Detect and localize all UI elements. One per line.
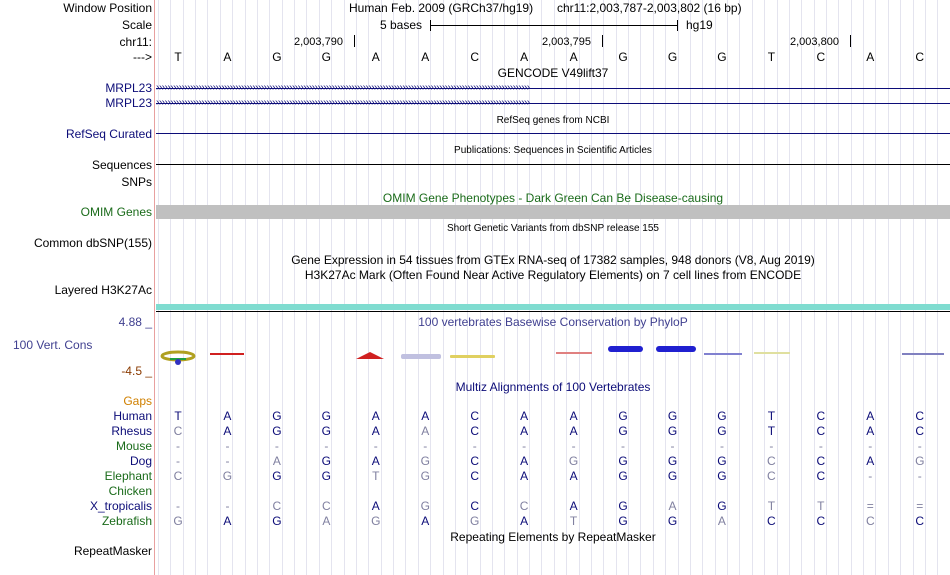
alignment-base: A [717,514,726,528]
conservation-track-title: 100 vertebrates Basewise Conservation by PhyloP [418,315,688,329]
alignment-base: - [274,439,279,453]
refseq-track-title: RefSeq genes from NCBI [496,115,610,126]
alignment-base: C [173,469,183,483]
reference-base: A [371,50,380,64]
alignment-base: C [470,499,480,513]
alignment-base: - [522,439,527,453]
scale-bar-text: 5 bases [380,18,423,32]
alignment-base: A [223,424,232,438]
alignment-base: G [618,409,628,423]
alignment-base: = [866,499,874,513]
alignment-base: G [717,409,727,423]
alignment-base: - [868,439,873,453]
alignment-base: G [618,454,628,468]
alignment-base: A [569,469,578,483]
publications-track-title: Publications: Sequences in Scientific Articles [454,145,652,156]
alignment-base: G [667,424,678,438]
conservation-max-label: 4.88 _ [118,315,152,329]
alignment-base: G [321,454,332,468]
alignment-base: G [173,514,183,528]
conservation-logo[interactable] [156,340,950,370]
alignment-base: G [470,514,480,528]
snps-label[interactable]: SNPs [121,175,152,189]
logo-glyph-11 [902,353,944,355]
conservation-label[interactable]: 100 Vert. Cons [13,338,93,352]
alignment-base: C [915,424,925,438]
alignment-base: A [520,409,529,423]
alignment-base: - [373,439,378,453]
alignment-base: G [272,424,282,438]
alignment-base: G [272,409,282,423]
conservation-min-label: -4.5 _ [121,364,152,378]
alignment-base: - [225,454,230,468]
omim-genes-label[interactable]: OMIM Genes [80,205,152,219]
alignment-base: G [618,469,628,483]
chromosome-label: chr11: [119,35,152,49]
reference-base: G [717,50,727,64]
omim-track-title: OMIM Gene Phenotypes - Dark Green Can Be Disease-causing [382,191,724,205]
reference-base: G [272,50,282,64]
alignment-base: G [272,469,282,483]
strand-label: ---> [133,50,152,64]
scale-label: Scale [121,18,152,32]
logo-glyph-8 [656,346,696,352]
omim-gene-bar[interactable] [156,205,950,219]
alignment-base: A [223,409,232,423]
species-label-elephant[interactable]: Elephant [104,469,152,483]
alignment-base: - [176,454,180,468]
alignment-base: A [668,499,677,513]
alignment-base: A [569,409,578,423]
alignment-base: A [371,499,380,513]
ruler-tick [602,35,603,47]
alignment-base: G [667,469,678,483]
ruler-tick [850,35,851,47]
reference-base: T [767,50,776,64]
alignment-base: C [767,454,776,468]
alignment-base: G [717,424,727,438]
ruler-tick [354,35,355,47]
alignment-base: G [667,514,678,528]
publications-line[interactable] [156,164,950,165]
reference-base: G [667,50,678,64]
reference-base: A [520,50,529,64]
alignment-base: - [621,439,626,453]
sequences-label[interactable]: Sequences [91,158,152,172]
alignment-base: - [868,469,873,483]
alignment-base: A [223,514,232,528]
alignment-base: C [470,409,480,423]
reference-base: C [470,50,480,64]
alignment-base: T [767,424,776,438]
alignment-base: G [915,454,925,468]
alignment-base: G [717,499,727,513]
alignment-base: G [717,454,727,468]
alignment-base: G [321,424,332,438]
logo-glyph-2 [210,353,244,355]
alignment-base: T [767,409,776,423]
alignment-base: A [520,469,529,483]
alignment-base: C [767,514,776,528]
species-label-mouse[interactable]: Mouse [115,439,152,453]
alignment-base: - [225,439,230,453]
gencode-track-title: GENCODE V49lift37 [497,66,609,80]
logo-glyph-10 [754,352,790,354]
gene-label-mrpl23[interactable]: MRPL23 [105,81,152,95]
alignment-base: - [670,439,675,453]
alignment-base: A [322,514,331,528]
h3k27ac-track-title: H3K27Ac Mark (Often Found Near Active Regulatory Elements) on 7 cell lines from ENCODE [304,268,802,282]
logo-glyph-4 [401,354,441,359]
scale-bar [430,25,678,26]
alignment-base: - [769,439,774,453]
reference-base: A [421,50,430,64]
alignment-base: - [176,499,180,513]
assembly-text: Human Feb. 2009 (GRCh37/hg19) [349,1,534,15]
alignment-base: G [667,409,678,423]
reference-base: G [618,50,628,64]
alignment-base: A [272,454,281,468]
species-label-dog[interactable]: Dog [129,454,152,468]
alignment-base: - [423,439,428,453]
alignment-base: G [321,469,332,483]
gene-label-mrpl23-2[interactable]: MRPL23 [105,96,152,110]
logo-glyph-5 [450,355,495,358]
alignment-base: C [470,454,480,468]
alignment-base: G [272,514,282,528]
alignment-base: C [470,469,480,483]
reference-base: C [816,50,826,64]
scale-bar-left-tick [430,20,431,31]
alignment-base: T [767,499,776,513]
reference-base: G [321,50,332,64]
ruler-tick-label: 2,003,790 [294,36,343,48]
alignment-base: - [571,439,576,453]
alignment-base: G [717,469,727,483]
alignment-base: - [472,439,477,453]
alignment-base: A [421,409,430,423]
alignment-base: C [470,424,480,438]
alignment-base: = [916,499,924,513]
gaps-label[interactable]: Gaps [123,394,152,408]
alignment-base: T [817,499,825,513]
alignment-base: T [372,469,380,483]
alignment-base: - [176,439,180,453]
species-label-zebrafish[interactable]: Zebrafish [101,514,152,528]
alignment-base: C [322,499,331,513]
alignment-base: G [667,454,678,468]
refseq-curated-label[interactable]: RefSeq Curated [65,127,152,141]
alignment-base: T [569,514,578,528]
alignment-base: A [520,454,529,468]
logo-glyph-9 [704,353,742,355]
alignment-base: C [272,499,282,513]
logo-glyph-7 [608,346,643,352]
gene-strand-arrows: ›››››››››››››››››››››››››››››››››››››››››››››››››››››››››››››››››››››››››››››››››››››››››››››››››››››››››››››››››››››››››››››››››››› [156,82,530,93]
alignment-base: A [866,409,875,423]
alignment-base: A [569,499,578,513]
alignment-base: G [618,514,628,528]
alignment-base: A [371,424,380,438]
alignment-base: C [173,424,183,438]
ruler-tick-label: 2,003,795 [542,36,591,48]
multiz-track-title: Multiz Alignments of 100 Vertebrates [455,380,651,394]
logo-glyph-1 [162,352,194,365]
location-text[interactable]: chr11:2,003,787-2,003,802 (16 bp) [557,1,742,15]
reference-base: T [174,50,182,64]
logo-glyph-3 [356,352,384,359]
alignment-base: G [420,499,430,513]
alignment-base: C [915,409,925,423]
alignment-base: A [371,454,380,468]
alignment-base: C [816,409,826,423]
alignment-base: C [865,514,875,528]
alignment-base: C [816,514,826,528]
alignment-base: A [421,514,430,528]
h3k27ac-label[interactable]: Layered H3K27Ac [54,283,152,297]
alignment-base: - [324,439,329,453]
species-label-x_tropicalis[interactable]: X_tropicalis [89,499,152,513]
alignment-base: A [866,454,875,468]
alignment-base: - [917,439,922,453]
h3k27ac-signal-bar[interactable] [156,304,950,310]
dbsnp-track-title: Short Genetic Variants from dbSNP release 155 [447,223,659,234]
label-divider [154,0,155,575]
alignment-base: - [818,439,823,453]
species-label-rhesus[interactable]: Rhesus [111,424,152,438]
reference-base: A [223,50,232,64]
reference-base: A [866,50,875,64]
alignment-base: G [222,469,233,483]
alignment-base: A [371,409,380,423]
window-position-label: Window Position [63,1,152,15]
alignment-base: C [915,514,925,528]
refseq-gene-line[interactable] [156,133,950,134]
reference-base: A [569,50,578,64]
alignment-base: C [816,454,826,468]
alignment-base: G [420,454,430,468]
alignment-base: C [816,469,826,483]
repeatmasker-track-title: Repeating Elements by RepeatMasker [450,530,656,544]
alignment-base: - [225,499,230,513]
alignment-base: - [917,469,922,483]
dbsnp-label[interactable]: Common dbSNP(155) [33,236,152,250]
alignment-base: - [719,439,724,453]
repeatmasker-label[interactable]: RepeatMasker [73,544,152,558]
alignment-base: T [174,409,182,423]
alignment-base: A [421,424,430,438]
alignment-base: A [569,424,578,438]
alignment-base: A [866,424,875,438]
alignment-base: C [519,499,529,513]
logo-glyph-6 [556,352,592,354]
alignment-base: G [321,409,332,423]
alignment-base: C [767,469,776,483]
gtex-track-title: Gene Expression in 54 tissues from GTEx RNA-seq of 17382 samples, 948 donors (V8, Aug 2019) [291,253,815,267]
alignment-base: G [420,469,430,483]
h3k27ac-baseline [156,311,950,312]
species-label-chicken[interactable]: Chicken [108,484,152,498]
ruler-tick-label: 2,003,800 [790,36,839,48]
scale-assembly: hg19 [686,18,713,32]
alignment-base: C [816,424,826,438]
alignment-base: G [371,514,381,528]
alignment-base: A [520,424,529,438]
gene-strand-arrows: ›››››››››››››››››››››››››››››››››››››››››››››››››››››››››››››››››››››››››››››››››››››››››››››››››››››››››››››››››››››››››››››››››››› [156,97,530,108]
alignment-base: G [618,499,628,513]
reference-base: C [915,50,925,64]
alignment-base: G [618,424,628,438]
alignment-base: G [568,454,579,468]
scale-bar-right-tick [677,20,678,31]
species-label-human[interactable]: Human [113,409,152,423]
alignment-base: A [520,514,529,528]
